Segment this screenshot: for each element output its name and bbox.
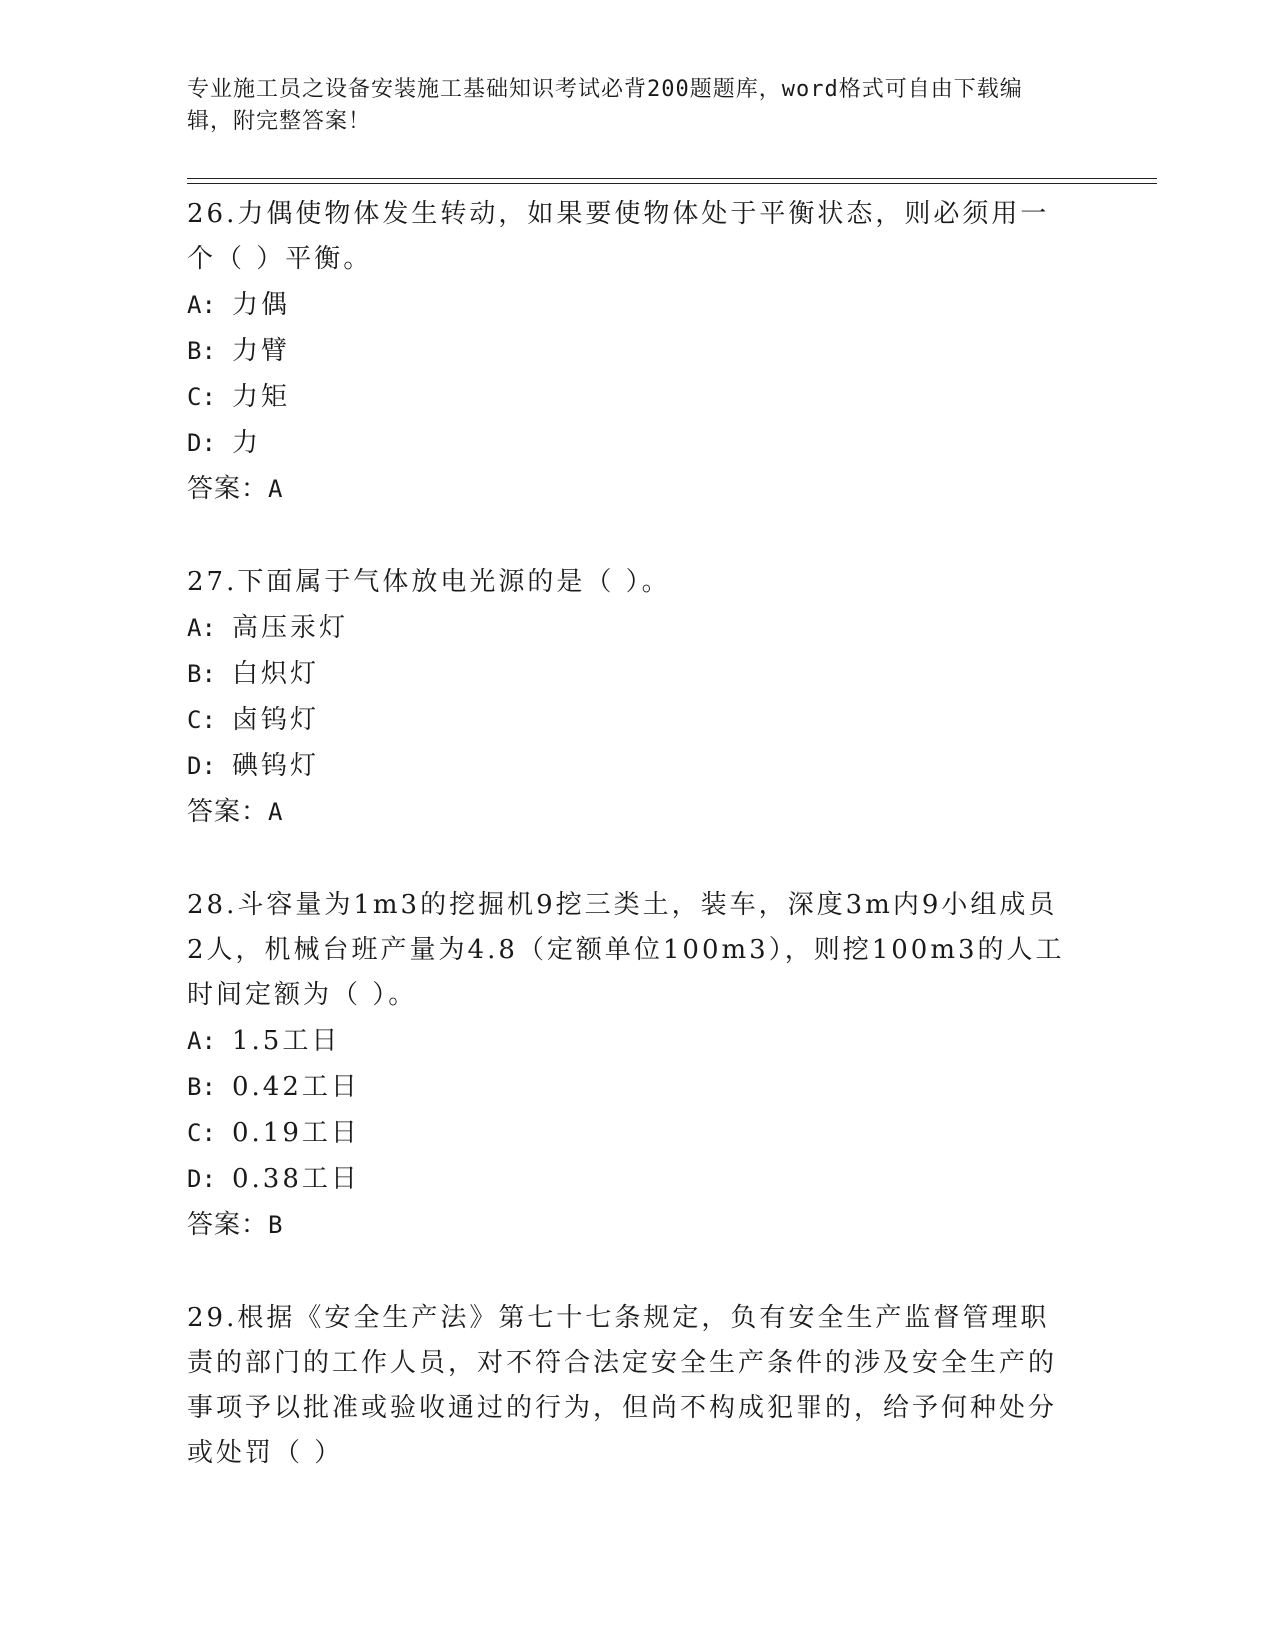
question-text: 27.下面属于气体放电光源的是（ ）。 xyxy=(187,567,671,597)
option-text: 0.38工日 xyxy=(232,1164,360,1194)
question-28 xyxy=(187,883,1067,1248)
option-text: 力 xyxy=(232,428,262,458)
question-text: 26.力偶使物体发生转动，如果要使物体处于平衡状态，则必须用一个（ ）平衡。 xyxy=(187,199,1050,274)
header-divider-bottom xyxy=(187,183,1157,184)
option-letter: D: xyxy=(187,752,216,780)
option-letter: B: xyxy=(187,1073,216,1101)
option-letter: C: xyxy=(187,1119,216,1147)
answer-value: A xyxy=(268,475,284,503)
option-letter: A: xyxy=(187,1027,216,1055)
question-29 xyxy=(187,1296,1067,1476)
option-a xyxy=(187,1018,1067,1064)
option-b xyxy=(187,328,1067,374)
option-text: 0.19工日 xyxy=(232,1118,360,1148)
header-divider-top xyxy=(187,178,1157,179)
answer-line xyxy=(187,789,1067,835)
option-letter: D: xyxy=(187,1165,216,1193)
option-d xyxy=(187,420,1067,466)
answer-value: A xyxy=(268,798,284,826)
option-text: 1.5工日 xyxy=(232,1026,341,1056)
option-text: 白炽灯 xyxy=(232,659,320,689)
answer-label: 答案： xyxy=(187,797,269,827)
question-list xyxy=(187,192,1067,1524)
question-26 xyxy=(187,192,1067,512)
option-d xyxy=(187,743,1067,789)
option-text: 0.42工日 xyxy=(232,1072,360,1102)
option-letter: A: xyxy=(187,291,216,319)
option-letter: C: xyxy=(187,383,216,411)
option-c xyxy=(187,374,1067,420)
question-27 xyxy=(187,560,1067,835)
option-text: 高压汞灯 xyxy=(232,613,349,643)
answer-line xyxy=(187,1202,1067,1248)
option-text: 卤钨灯 xyxy=(232,705,320,735)
option-letter: B: xyxy=(187,660,216,688)
option-letter: A: xyxy=(187,614,216,642)
question-text: 29.根据《安全生产法》第七十七条规定，负有安全生产监督管理职责的部门的工作人员，对不符合法定安全生产条件的涉及安全生产的事项予以批准或验收通过的行为，但尚不构成犯罪的，给予何种处分或处罚（ ） xyxy=(187,1303,1058,1468)
option-text: 力臂 xyxy=(232,336,291,366)
option-letter: B: xyxy=(187,337,216,365)
option-a xyxy=(187,282,1067,328)
option-text: 力偶 xyxy=(232,290,291,320)
option-text: 碘钨灯 xyxy=(232,751,320,781)
option-d xyxy=(187,1156,1067,1202)
option-text: 力矩 xyxy=(232,382,291,412)
answer-line xyxy=(187,466,1067,512)
answer-label: 答案： xyxy=(187,474,269,504)
option-letter: C: xyxy=(187,706,216,734)
option-a xyxy=(187,605,1067,651)
option-b xyxy=(187,1064,1067,1110)
option-c xyxy=(187,1110,1067,1156)
document-header: 专业施工员之设备安装施工基础知识考试必背200题题库，word格式可自由下载编辑，附完整答案！ xyxy=(187,77,1023,134)
question-text: 28.斗容量为1m3的挖掘机9挖三类土，装车，深度3m内9小组成员2人，机械台班产量为4.8（定额单位100m3），则挖100m3的人工时间定额为（ ）。 xyxy=(187,890,1065,1010)
option-b xyxy=(187,651,1067,697)
option-c xyxy=(187,697,1067,743)
option-letter: D: xyxy=(187,429,216,457)
answer-label: 答案： xyxy=(187,1210,269,1240)
answer-value: B xyxy=(268,1211,284,1239)
